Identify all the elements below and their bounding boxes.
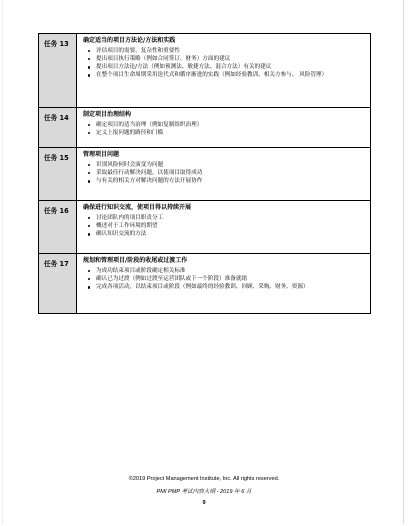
list-item: 概述对于工作环境的期望 xyxy=(96,222,366,230)
task-label: 任务 17 xyxy=(39,254,77,314)
task-body xyxy=(77,148,371,201)
task-row xyxy=(39,254,371,314)
task-row xyxy=(39,108,371,148)
list-item: 定义上报问题的路径和门槛 xyxy=(96,129,366,137)
bullet-list xyxy=(83,161,366,185)
task-label: 任务 14 xyxy=(39,108,77,148)
task-title: 制定项目治理结构 xyxy=(83,111,132,118)
page-number: 9 xyxy=(202,500,206,506)
list-item: 评估项目的需要、复杂性和重要性 xyxy=(96,47,366,55)
task-title: 确保进行知识交流，使项目得以持续开展 xyxy=(83,204,192,211)
task-table xyxy=(38,33,371,314)
task-row xyxy=(39,148,371,201)
list-item: 与有关的相关方对解决问题的方法开展协作 xyxy=(96,177,366,185)
bullet-list xyxy=(83,214,366,238)
footer-copyright: ©2019 Project Management Institute, Inc. All rights reserved. xyxy=(128,476,280,482)
list-item: 提出项目执行策略（例如合同签订、财务）方面的建议 xyxy=(96,55,366,63)
list-item: 在整个项目生命周期采用迭代式和循序渐进的实践（例如经验教训、相关方参与、 风险管理） xyxy=(96,71,366,79)
bullet-list xyxy=(83,267,366,291)
task-body xyxy=(77,34,371,108)
task-title: 管理项目问题 xyxy=(83,151,120,158)
task-body xyxy=(77,201,371,254)
task-body xyxy=(77,108,371,148)
bullet-list xyxy=(83,47,366,79)
task-body xyxy=(77,254,371,314)
task-label: 任务 13 xyxy=(39,34,77,108)
footer-subtitle: PMI PMP 考试内容大纲 - 2019 年 6 月 xyxy=(156,489,252,495)
task-title: 规划和管理项目/阶段的收尾或过渡工作 xyxy=(83,257,188,264)
list-item: 讨论团队内的项目职责分工 xyxy=(96,214,366,222)
list-item: 确定项目的适当治理（例如复制组织治理） xyxy=(96,121,366,129)
list-item: 识别风险何时会演变为问题 xyxy=(96,161,366,169)
task-row xyxy=(39,201,371,254)
task-row xyxy=(39,34,371,108)
list-item: 为成功结束项目或阶段确定相关标准 xyxy=(96,267,366,275)
task-label: 任务 15 xyxy=(39,148,77,201)
list-item: 确认已为过渡（例如过渡至运营团队或下一个阶段）准备就绪 xyxy=(96,275,366,283)
task-label: 任务 16 xyxy=(39,201,77,254)
bullet-list xyxy=(83,121,366,137)
task-title: 确定适当的项目方法论/方法和实践 xyxy=(83,37,176,44)
list-item: 提出项目方法论/方法（例如预测法、敏捷方法、混合方法）有关的建议 xyxy=(96,63,366,71)
list-item: 完成各项活动，以结束项目或阶段（例如最终的经验教训、回顾、采购、财务、资源） xyxy=(96,283,366,291)
list-item: 确认知识交流的方法 xyxy=(96,230,366,238)
list-item: 采取最佳行动解决问题，以使项目取得成功 xyxy=(96,169,366,177)
